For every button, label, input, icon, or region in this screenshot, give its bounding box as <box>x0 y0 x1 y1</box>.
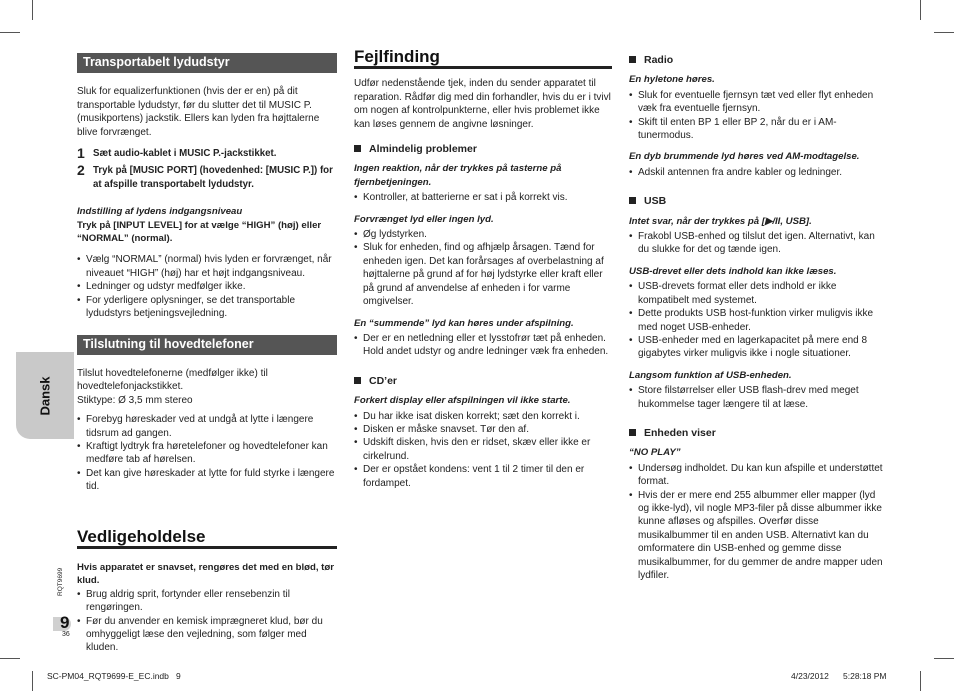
answer-list <box>629 384 883 411</box>
footer-time: 5:28:18 PM <box>843 671 887 681</box>
list-item: • Brug aldrig sprit, fortynder eller rensebenzin til rengøringen. <box>77 588 337 615</box>
troubleshooting-intro: Udfør nedenstående tjek, inden du sender apparatet til reparation. Rådfør dig med din forhandler, hvis du er i tvivl om nogen af kontrolpunkterne, eller hvis problemet ikke kan løses gennem de angivne løsninger. <box>354 78 611 130</box>
list-item: • USB-enheder med en lagerkapacitet på mere end 8 gigabytes virker muligvis ikke i nogle situationer. <box>629 334 883 361</box>
list-item: • Vælg “NORMAL” (normal) hvis lyden er forvrænget, når niveauet “HIGH” (høj) har et højt indgangsniveau. <box>77 253 337 280</box>
list-item: • Disken er måske snavset. Tør den af. <box>354 423 612 436</box>
page-number: 9 <box>60 613 70 632</box>
footer-filename: SC-PM04_RQT9699-E_EC.indb 9 <box>47 671 181 681</box>
maintenance-bold: Hvis apparatet er snavset, rengøres det med en blød, tør klud. <box>77 561 334 587</box>
general-header: Almindelig problemer <box>354 143 612 156</box>
list-item: • Før du anvender en kemisk imprægneret klud, bør du omhyggeligt læse den vejledning, som følger med kluden. <box>77 615 337 655</box>
list-item: • Der er en netledning eller et lysstofrør tæt på enheden. Hold andet udstyr og andre ledninger væk fra enheden. <box>354 332 612 359</box>
crop-mark <box>32 671 33 691</box>
step-number: 2 <box>77 162 85 179</box>
maintenance-title: Vedligeholdelse <box>77 530 337 549</box>
list-item: • Frakobl USB-enhed og tilslut det igen. Alternativt, kan du slukke for det og tænde igen. <box>629 230 883 257</box>
answer-list <box>354 228 612 308</box>
input-level-list <box>77 253 337 320</box>
troubleshooting-title: Fejlfinding <box>354 50 612 69</box>
transport-intro: Sluk for equalizerfunktionen (hvis der er en) på dit transportable lydudstyr, før du slutter det til MUSIC P. (musikportens) jackstik. Ellers kan lyden fra højttalerne blive forvrænget. <box>77 86 320 138</box>
radio-header: Radio <box>629 54 883 67</box>
language-tab-label: Dansk <box>37 375 53 416</box>
footer-date: 4/23/2012 <box>791 671 829 681</box>
question: En dyb brummende lyd høres ved AM-modtagelse. <box>629 151 860 163</box>
question: USB-drevet eller dets indhold kan ikke læses. <box>629 265 837 277</box>
list-item: • Forebyg høreskader ved at undgå at lytte i længere tidsrum ad gangen. <box>77 413 337 440</box>
page-code: RQT9699 <box>57 567 64 596</box>
list-item: • Skift til enten BP 1 eller BP 2, når du er i AM-tunermodus. <box>629 116 883 143</box>
list-item: • Øg lydstyrken. <box>354 228 612 241</box>
crop-mark <box>920 0 921 20</box>
crop-mark <box>0 658 20 659</box>
input-level-title: Indstilling af lydens indgangsniveau <box>77 206 243 218</box>
list-item: • Dette produkts USB host-funktion virker muligvis ikke med noget USB-enheder. <box>629 307 883 334</box>
answer-list <box>354 410 612 490</box>
answer-list <box>629 89 883 143</box>
step-2 <box>77 164 337 191</box>
answer-list <box>354 332 612 359</box>
headphones-list <box>77 413 337 493</box>
list-item: • Det kan give høreskader at lytte for fuld styrke i længere tid. <box>77 467 337 494</box>
input-level-text: Tryk på [INPUT LEVEL] for at vælge “HIGH” (høj) eller “NORMAL” (normal). <box>77 219 322 245</box>
language-tab <box>16 352 74 439</box>
crop-mark <box>934 658 954 659</box>
question: Intet svar, når der trykkes på [▶/II, USB]. <box>629 215 812 227</box>
page-sub-number: 36 <box>62 631 70 638</box>
maintenance-list <box>77 588 337 655</box>
step-text: Tryk på [MUSIC PORT] (hovedenhed: [MUSIC P.]) for at afspille transportabelt lydudstyr. <box>93 165 333 190</box>
list-item: • Store filstørrelser eller USB flash-drev med meget hukommelse tager længere til at læse. <box>629 384 883 411</box>
question: “NO PLAY” <box>629 447 681 459</box>
list-item: • Kraftigt lydtryk fra høretelefoner og hovedtelefoner kan medføre tab af hørelsen. <box>77 440 337 467</box>
question: En hyletone høres. <box>629 74 715 86</box>
answer-list <box>629 280 883 360</box>
list-item: • Udskift disken, hvis den er ridset, skæv eller ikke er cirkelrund. <box>354 436 612 463</box>
list-item: • Kontroller, at batterierne er sat i på korrekt vis. <box>354 191 612 204</box>
crop-mark <box>0 32 20 33</box>
question: Ingen reaktion, når der trykkes på tasterne på fjernbetjeningen. <box>354 163 562 188</box>
crop-mark <box>32 0 33 20</box>
list-item: • USB-drevets format eller dets indhold er ikke kompatibelt med systemet. <box>629 280 883 307</box>
headphones-intro <box>77 367 337 407</box>
crop-mark <box>920 671 921 691</box>
headphones-header: Tilslutning til hovedtelefoner <box>77 335 337 355</box>
cd-header: CD’er <box>354 375 612 388</box>
list-item: • For yderligere oplysninger, se det transportable lydudstyrs betjeningsvejledning. <box>77 294 337 321</box>
list-item: • Sluk for enheden, find og afhjælp årsagen. Tænd for enheden igen. Det kan forårsages af overbelastning af højttalerne på grund af for høj lydstyrke eller kraft eller på grund af anvendelse af enheden i for varme omgivelser. <box>354 241 612 308</box>
answer-list <box>629 462 883 583</box>
middle-column <box>354 47 612 498</box>
list-item: • Hvis der er mere end 255 albummer eller mapper (lyd og ikke-lyd), vil nogle MP3-filer på disse albummer ikke kunne afløses og afspilles. Overfør disse musikalbummer til en anden USB. Alternativt kan du omformatere din USB-enhed og gemme disse musikalbummer, for du gemmer de andre mapper uden lydfiler. <box>629 489 883 583</box>
question: Langsom funktion af USB-enheden. <box>629 369 792 381</box>
display-header: Enheden viser <box>629 427 883 440</box>
list-item: • Ledninger og udstyr medfølger ikke. <box>77 280 337 293</box>
question: Forkert display eller afspilningen vil ikke starte. <box>354 395 571 407</box>
step-1 <box>77 147 337 160</box>
question: En “summende” lyd kan høres under afspilning. <box>354 317 574 329</box>
headphones-plug: Stiktype: Ø 3,5 mm stereo <box>77 394 193 406</box>
list-item: • Undersøg indholdet. Du kan kun afspille et understøttet format. <box>629 462 883 489</box>
step-text: Sæt audio-kablet i MUSIC P.-jackstikket. <box>93 148 277 160</box>
list-item: • Der er opstået kondens: vent 1 til 2 timer til den er fordampet. <box>354 463 612 490</box>
transport-header: Transportabelt lydudstyr <box>77 53 337 73</box>
question: Forvrænget lyd eller ingen lyd. <box>354 213 494 225</box>
crop-mark <box>934 32 954 33</box>
answer-list <box>354 191 612 204</box>
answer-list <box>629 230 883 257</box>
step-number: 1 <box>77 145 85 162</box>
left-column <box>77 53 337 663</box>
usb-header: USB <box>629 195 883 208</box>
list-item: • Du har ikke isat disken korrekt; sæt den korrekt i. <box>354 410 612 423</box>
right-column <box>629 50 883 590</box>
answer-list <box>629 166 883 179</box>
list-item: • Adskil antennen fra andre kabler og ledninger. <box>629 166 883 179</box>
list-item: • Sluk for eventuelle fjernsyn tæt ved eller flyt enheden væk fra eventuelle fjernsyn. <box>629 89 883 116</box>
headphones-intro-text: Tilslut hovedtelefonerne (medfølger ikke) til hovedtelefonjackstikket. <box>77 367 268 393</box>
